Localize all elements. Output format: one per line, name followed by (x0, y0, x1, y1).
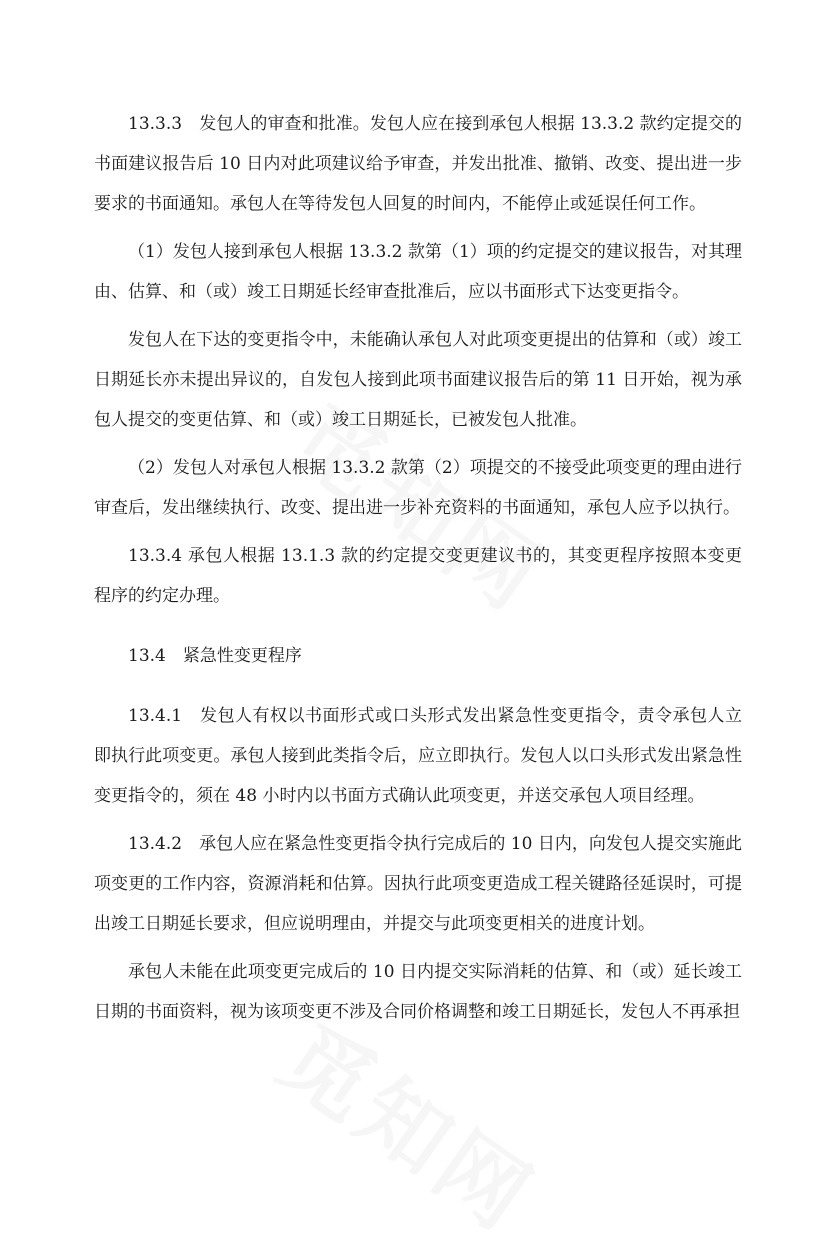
clause-13-4-2-note: 承包人未能在此项变更完成后的 10 日内提交实际消耗的估算、和（或）延长竣工日期的书面资料，视为该项变更不涉及合同价格调整和竣工日期延长，发包人不再承担 (94, 962, 742, 1022)
clause-13-4-1: 13.4.1 发包人有权以书面形式或口头形式发出紧急性变更指令，责令承包人立即执行此项变更。承包人接到此类指令后，应立即执行。发包人以口头形式发出紧急性变更指令的，须在 48 小时内以书面方式确认此项变更，并送交承包人项目经理。 (94, 706, 742, 806)
clause-13-3-3-item-2: （2）发包人对承包人根据 13.3.2 款第（2）项提交的不接受此项变更的理由进行审查后，发出继续执行、改变、提出进一步补充资料的书面通知，承包人应予以执行。 (94, 458, 742, 518)
clause-13-3-3: 13.3.3 发包人的审查和批准。发包人应在接到承包人根据 13.3.2 款约定提交的书面建议报告后 10 日内对此项建议给予审查，并发出批准、撤销、改变、提出进一步要求的书面通知。承包人在等待发包人回复的时间内，不能停止或延误任何工作。 (94, 114, 742, 214)
clause-13-3-4: 13.3.4 承包人根据 13.1.3 款的约定提交变更建议书的，其变更程序按照本变更程序的约定办理。 (94, 546, 742, 606)
clause-13-3-3-item-1: （1）发包人接到承包人根据 13.3.2 款第（1）项的约定提交的建议报告，对其理由、估算、和（或）竣工日期延长经审查批准后，应以书面形式下达变更指令。 (94, 242, 742, 302)
clause-13-4-2: 13.4.2 承包人应在紧急性变更指令执行完成后的 10 日内，向发包人提交实施此项变更的工作内容，资源消耗和估算。因执行此项变更造成工程关键路径延误时，可提出竣工日期延长要求，但应说明理由，并提交与此项变更相关的进度计划。 (94, 834, 742, 934)
section-heading-13-4: 13.4 紧急性变更程序 (128, 646, 302, 666)
clause-13-3-3-item-1-note: 发包人在下达的变更指令中，未能确认承包人对此项变更提出的估算和（或）竣工日期延长亦未提出异议的，自发包人接到此项书面建议报告后的第 11 日开始，视为承包人提交的变更估算、和（或）竣工日期延长，已被发包人批准。 (94, 330, 742, 430)
document-body (94, 104, 742, 1040)
